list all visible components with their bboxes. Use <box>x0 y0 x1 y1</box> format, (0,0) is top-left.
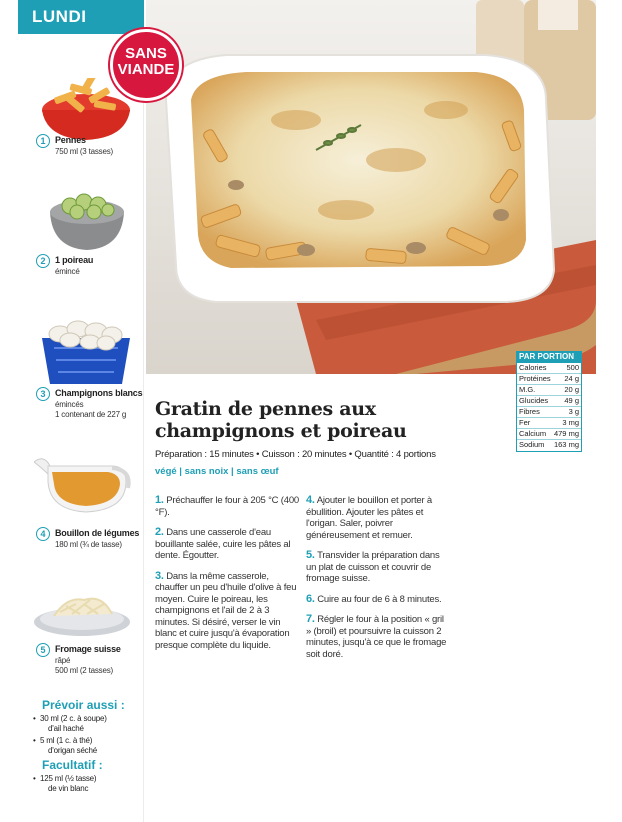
steps-column-right <box>306 495 451 669</box>
facultatif-item-line: 125 ml (½ tasse) <box>40 774 97 783</box>
recipe-title-line: Gratin de pennes aux <box>155 398 376 420</box>
ingredient-name: Fromage suisse <box>55 644 121 654</box>
ingredient-number: 3 <box>36 387 50 401</box>
nutrient-value: 479 mg <box>553 429 579 438</box>
ingredient-name: 1 poireau <box>55 255 94 265</box>
step-6 <box>306 594 451 606</box>
nutrient-name: Calcium <box>519 429 547 438</box>
prevoir-item: • 30 ml (2 c. à soupe) d'ail haché <box>33 714 107 733</box>
facultatif-item: • 125 ml (½ tasse) de vin blanc <box>33 774 97 793</box>
prevoir-title: Prévoir aussi : <box>42 698 125 712</box>
ingredient-detail: 180 ml (¾ de tasse) <box>55 540 122 549</box>
nutrient-name: M.G. <box>519 385 536 394</box>
facultatif-item-line: de vin blanc <box>48 784 89 793</box>
leek-bowl-icon <box>44 190 130 254</box>
step-text: Dans la même casserole, chauffer un peu d'huile d'olive à feu moyen. Cuire le poireau, les champignons et l'ail de 2 à 3 minutes. Si désiré, verser le vin blanc et cuire jusqu'à évaporation presque complète du liquide. <box>155 570 297 651</box>
step-number: 3. <box>155 569 164 582</box>
step-number: 2. <box>155 526 164 538</box>
step-5 <box>306 550 451 585</box>
nutrient-name: Protéines <box>519 374 551 383</box>
step-2 <box>155 527 300 562</box>
step-text: Préchauffer le four à 205 °C (400 °F). <box>155 495 299 518</box>
nutrient-value: 3 mg <box>562 418 579 427</box>
nutrition-header: PAR PORTION <box>516 351 582 362</box>
step-text: Cuire au four de 6 à 8 minutes. <box>317 593 442 605</box>
step-text: Dans une casserole d'eau bouillante salée, cuire les pâtes al dente. Égoutter. <box>155 527 291 561</box>
step-number: 6. <box>306 592 315 605</box>
step-3 <box>155 571 300 652</box>
broth-gravy-boat-icon <box>34 452 132 516</box>
recipe-title <box>155 398 475 442</box>
step-number: 4. <box>306 494 315 506</box>
nutrient-value: 20 g <box>564 385 579 394</box>
step-7 <box>306 614 451 660</box>
step-1 <box>155 495 300 518</box>
ingredient-detail: émincé <box>55 267 80 276</box>
prevoir-item-line: d'ail haché <box>48 724 84 733</box>
ingredient-detail: 500 ml (2 tasses) <box>55 666 113 675</box>
steps-column-left <box>155 495 300 660</box>
nutrient-value: 500 <box>566 363 579 372</box>
nutrition-row <box>517 374 581 385</box>
prevoir-item-line: 5 ml (1 c. à thé) <box>40 736 93 745</box>
badge-line2: VIANDE <box>117 61 175 78</box>
ingredient-name: Pennes <box>55 135 86 145</box>
gratin-photo-illustration <box>146 0 596 374</box>
ingredient-detail: émincés <box>55 400 84 409</box>
nutrient-value: 24 g <box>564 374 579 383</box>
grated-cheese-plate-icon <box>32 586 132 638</box>
step-4 <box>306 495 451 541</box>
day-label: LUNDI <box>32 7 87 26</box>
step-number: 1. <box>155 494 164 506</box>
ingredient-number: 4 <box>36 527 50 541</box>
ingredient-number: 5 <box>36 643 50 657</box>
prevoir-item-line: d'origan séché <box>48 746 97 755</box>
nutrient-name: Sodium <box>519 440 545 449</box>
day-tab <box>18 0 144 34</box>
step-number: 5. <box>306 549 315 561</box>
ingredient-detail: 1 contenant de 227 g <box>55 410 127 419</box>
nutrient-name: Fer <box>519 418 531 427</box>
nutrient-name: Glucides <box>519 396 549 405</box>
nutrition-row <box>517 385 581 396</box>
nutrition-row <box>517 396 581 407</box>
nutrition-row <box>517 429 581 440</box>
penne-bowl-icon <box>36 78 136 144</box>
nutrition-row <box>517 363 581 374</box>
diet-tags: végé | sans noix | sans œuf <box>155 466 279 477</box>
ingredient-number: 1 <box>36 134 50 148</box>
prevoir-item-line: 30 ml (2 c. à soupe) <box>40 714 107 723</box>
recipe-title-line: champignons et poireau <box>155 420 407 442</box>
step-text: Régler le four à la position « gril » (broil) et poursuivre la cuisson 2 minutes, jusqu'à ce que le fromage soit doré. <box>306 614 447 660</box>
ingredient-number: 2 <box>36 254 50 268</box>
nutrient-name: Fibres <box>519 407 540 416</box>
nutrient-value: 49 g <box>564 396 579 405</box>
nutrient-value: 3 g <box>568 407 579 416</box>
nutrient-name: Calories <box>519 363 547 372</box>
ingredient-name: Bouillon de légumes <box>55 528 140 538</box>
step-text: Ajouter le bouillon et porter à ébullition. Ajouter les pâtes et l'origan. Saler, poivrer généreusement et remuer. <box>306 495 432 541</box>
nutrient-value: 163 mg <box>553 440 579 449</box>
ingredient-name: Champignons blancs <box>55 388 143 398</box>
nutrition-row <box>517 407 581 418</box>
nutrition-row <box>517 418 581 429</box>
recipe-photo <box>146 0 596 374</box>
step-number: 7. <box>306 613 315 625</box>
badge-line1: SANS <box>125 45 167 62</box>
ingredient-detail: 750 ml (3 tasses) <box>55 147 113 156</box>
ingredient-detail: râpé <box>55 656 71 665</box>
step-text: Transvider la préparation dans un plat de cuisson et couvrir de fromage suisse. <box>306 550 440 584</box>
recipe-meta: Préparation : 15 minutes • Cuisson : 20 minutes • Quantité : 4 portions <box>155 449 436 460</box>
prevoir-item: • 5 ml (1 c. à thé) d'origan séché <box>33 736 97 755</box>
mushroom-basket-icon <box>38 318 134 386</box>
nutrition-table <box>516 351 582 452</box>
facultatif-title: Facultatif : <box>42 758 103 772</box>
nutrition-row <box>517 440 581 451</box>
